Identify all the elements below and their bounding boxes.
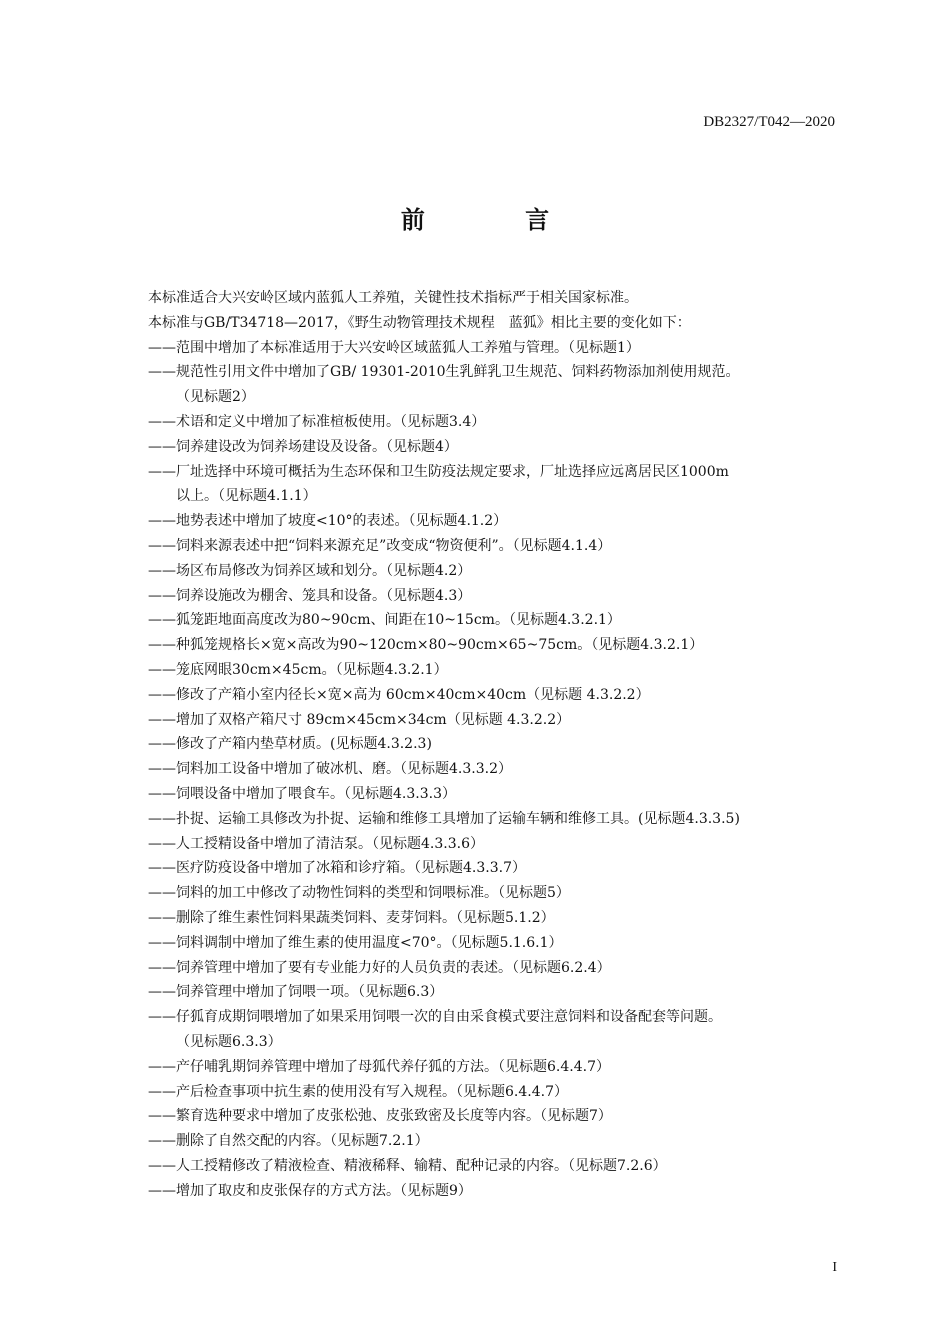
change-item: ——产仔哺乳期饲养管理中增加了母狐代养仔狐的方法。（见标题6.4.4.7） bbox=[148, 1058, 610, 1075]
change-item: ——增加了双格产箱尺寸 89cm×45cm×34cm（见标题 4.3.2.2） bbox=[148, 711, 571, 728]
change-item: ——产后检查事项中抗生素的使用没有写入规程。（见标题6.4.4.7） bbox=[148, 1083, 568, 1100]
change-item: ——饲喂设备中增加了喂食车。（见标题4.3.3.3） bbox=[148, 785, 456, 802]
change-item: ——饲料的加工中修改了动物性饲料的类型和饲喂标准。（见标题5） bbox=[148, 885, 570, 902]
change-item: ——饲养管理中增加了要有专业能力好的人员负责的表述。（见标题6.2.4） bbox=[148, 959, 611, 976]
change-item: ——场区布局修改为饲养区域和划分。（见标题4.2） bbox=[148, 562, 472, 579]
page-number: I bbox=[832, 1260, 837, 1275]
change-item-continuation: 以上。（见标题4.1.1） bbox=[176, 488, 317, 505]
change-item: ——仔狐育成期饲喂增加了如果采用饲喂一次的自由采食模式要注意饲料和设备配套等问题。 bbox=[148, 1009, 722, 1026]
change-item: ——饲养建设改为饲养场建设及设备。（见标题4） bbox=[148, 438, 458, 455]
change-item: ——饲料调制中增加了维生素的使用温度<70°。（见标题5.1.6.1） bbox=[148, 934, 563, 951]
paragraph: 本标准适合大兴安岭区域内蓝狐人工养殖，关键性技术指标严于相关国家标准。 bbox=[148, 290, 638, 306]
change-item: ——繁育选种要求中增加了皮张松弛、皮张致密及长度等内容。（见标题7） bbox=[148, 1108, 612, 1125]
change-item: ——删除了维生素性饲料果蔬类饲料、麦芽饲料。（见标题5.1.2） bbox=[148, 909, 555, 926]
change-item: ——规范性引用文件中增加了GB/ 19301-2010生乳鲜乳卫生规范、饲料药物添加剂使用规范。 bbox=[148, 364, 740, 381]
change-item: ——人工授精修改了精液检查、精液稀释、输精、配种记录的内容。（见标题7.2.6） bbox=[148, 1157, 667, 1174]
change-item: ——饲养设施改为棚舍、笼具和设备。（见标题4.3） bbox=[148, 587, 472, 604]
change-item: ——增加了取皮和皮张保存的方式方法。（见标题9） bbox=[148, 1182, 472, 1199]
change-item: ——饲料加工设备中增加了破冰机、磨。（见标题4.3.3.2） bbox=[148, 761, 512, 778]
change-item: ——修改了产箱内垫草材质。(见标题4.3.2.3) bbox=[148, 736, 432, 753]
change-item: ——饲养管理中增加了饲喂一项。（见标题6.3） bbox=[148, 984, 444, 1001]
change-item: ——扑捉、运输工具修改为扑捉、运输和维修工具增加了运输车辆和维修工具。(见标题4.3.3.5) bbox=[148, 810, 740, 827]
change-item: ——狐笼距地面高度改为80~90cm、间距在10~15cm。（见标题4.3.2.1） bbox=[148, 612, 621, 629]
page-title: 前 言 bbox=[400, 205, 596, 234]
change-item: ——术语和定义中增加了标准楦板使用。（见标题3.4） bbox=[148, 413, 486, 430]
foreword-body bbox=[148, 286, 848, 1203]
change-item: ——饲料来源表述中把“饲料来源充足”改变成“物资便利”。（见标题4.1.4） bbox=[148, 537, 612, 554]
change-item-continuation: （见标题6.3.3） bbox=[176, 1033, 282, 1050]
change-item: ——范围中增加了本标准适用于大兴安岭区域蓝狐人工养殖与管理。（见标题1） bbox=[148, 339, 640, 356]
change-item: ——地势表述中增加了坡度<10°的表述。（见标题4.1.2） bbox=[148, 513, 508, 530]
document-code: DB2327/T042—2020 bbox=[703, 114, 835, 130]
change-item: ——笼底网眼30cm×45cm。（见标题4.3.2.1） bbox=[148, 661, 448, 678]
change-item: ——人工授精设备中增加了清洁泵。（见标题4.3.3.6） bbox=[148, 835, 484, 852]
change-item: ——厂址选择中环境可概括为生态环保和卫生防疫法规定要求，厂址选择应远离居民区1000m bbox=[148, 463, 729, 480]
paragraph: 本标准与GB/T34718—2017，《野生动物管理技术规程 蓝狐》相比主要的变化如下： bbox=[148, 314, 691, 331]
change-item-continuation: （见标题2） bbox=[176, 389, 255, 406]
change-item: ——种狐笼规格长×宽×高改为90~120cm×80~90cm×65~75cm。（见标题4.3.2.1） bbox=[148, 637, 704, 654]
change-item: ——修改了产箱小室内径长×宽×高为 60cm×40cm×40cm（见标题 4.3.2.2） bbox=[148, 686, 650, 703]
change-item: ——医疗防疫设备中增加了冰箱和诊疗箱。（见标题4.3.3.7） bbox=[148, 860, 526, 877]
change-item: ——删除了自然交配的内容。（见标题7.2.1） bbox=[148, 1133, 429, 1150]
